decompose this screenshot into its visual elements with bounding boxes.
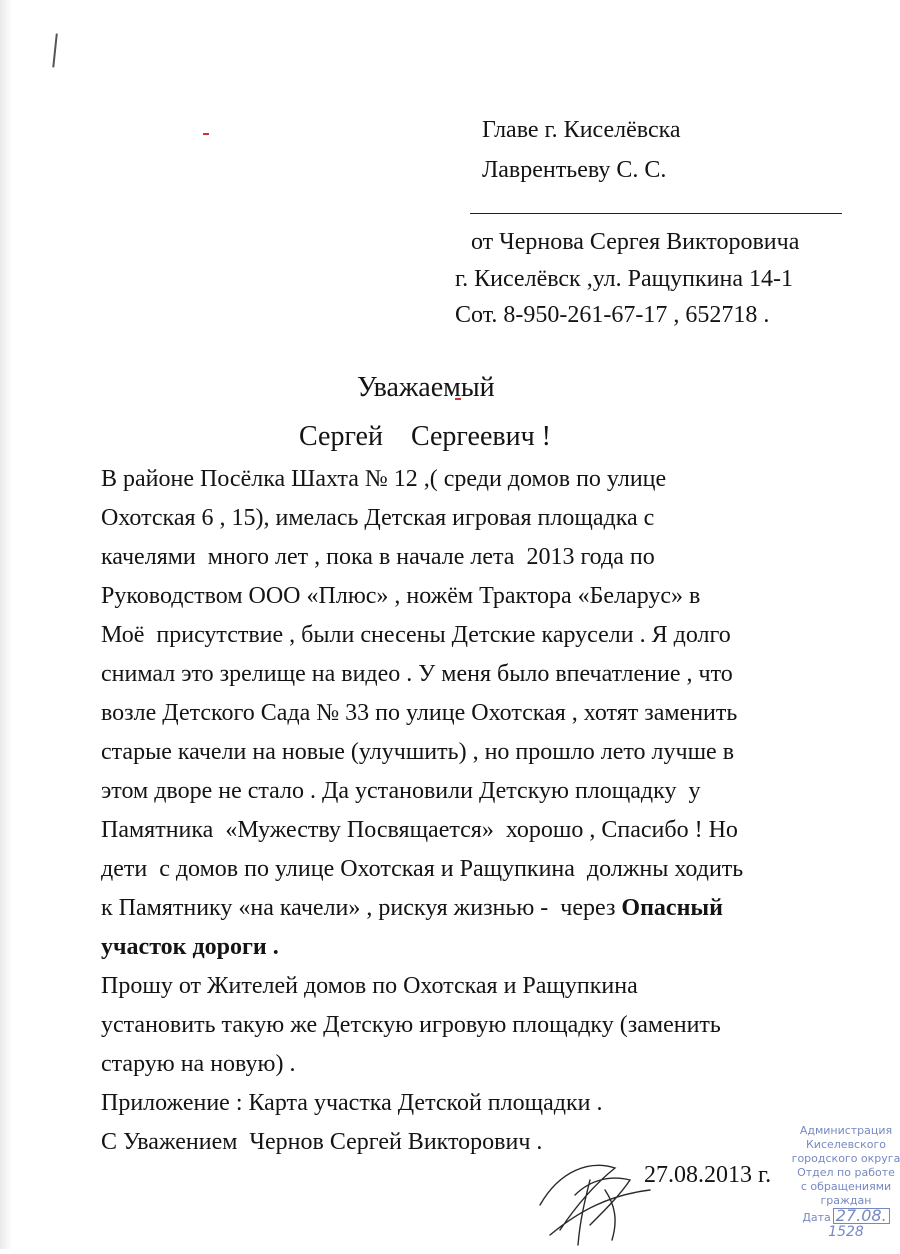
stamp-date-value: 27.08.	[833, 1208, 890, 1224]
attachment-line: Приложение : Карта участка Детской площадки .	[101, 1090, 603, 1116]
body-line: Памятника «Мужеству Посвящается» хорошо , Спасибо ! Но	[101, 817, 738, 843]
body-line	[101, 928, 743, 967]
body-line: старые качели на новые (улучшить) , но прошло лето лучше в	[101, 739, 735, 765]
body-line: Охотская 6 , 15), имелась Детская игровая площадка с	[101, 505, 655, 531]
scan-artifact	[203, 133, 209, 135]
road-section-emphasis: участок дороги .	[101, 934, 279, 960]
scan-edge-mark	[52, 33, 67, 68]
letter-body	[101, 460, 743, 1123]
request-line: старую на новую) .	[101, 1051, 296, 1077]
stamp-line: городского округа	[791, 1152, 900, 1165]
body-line: снимал это зрелище на видео . У меня было впечатление , что	[101, 661, 733, 687]
stamp-line: с обращениями	[800, 1180, 892, 1193]
body-line: дети с домов по улице Охотская и Ращупкина должны ходить	[101, 856, 744, 882]
sender-phone: Сот. 8-950-261-67-17 , 652718 .	[455, 302, 770, 328]
stamp-number: 1528	[828, 1224, 864, 1240]
handwritten-signature	[520, 1150, 660, 1249]
dangerous-emphasis: Опасный	[621, 895, 723, 921]
header-divider	[470, 213, 842, 214]
salutation-line-1: Уважаемый	[357, 372, 495, 403]
body-line: качелями много лет , пока в начале лета 2013 года по	[101, 544, 655, 570]
body-line	[101, 889, 743, 928]
body-line-text: к Памятнику «на качели» , рискуя жизнью - через	[101, 895, 622, 921]
stamp-line: Администрация	[799, 1124, 893, 1137]
stamp-date-row	[786, 1208, 900, 1225]
request-line: установить такую же Детскую игровую площадку (заменить	[101, 1012, 721, 1038]
sender-address: г. Киселёвск ,ул. Ращупкина 14-1	[455, 266, 793, 292]
body-line: этом дворе не стало . Да установили Детскую площадку у	[101, 778, 701, 804]
stamp-line: граждан	[820, 1194, 872, 1207]
body-line: возле Детского Сада № 33 по улице Охотская , хотят заменить	[101, 700, 738, 726]
body-line: Моё присутствие , были снесены Детские карусели . Я долго	[101, 622, 731, 648]
addressee-line-2: Лаврентьеву С. С.	[482, 157, 667, 183]
stamp-line: Киселевского	[806, 1138, 886, 1151]
request-line: Прошу от Жителей домов по Охотская и Ращупкина	[101, 973, 638, 999]
body-line: Руководством ООО «Плюс» , ножём Трактора «Беларус» в	[101, 583, 701, 609]
body-line: В районе Посёлка Шахта № 12 ,( среди домов по улице	[101, 466, 667, 492]
closing-regards: С Уважением Чернов Сергей Викторович .	[101, 1129, 543, 1155]
salutation-line-2: Сергей Сергеевич !	[299, 421, 551, 452]
closing-date: 27.08.2013 г.	[644, 1162, 772, 1188]
addressee-line-1: Главе г. Киселёвска	[482, 117, 681, 143]
stamp-date-label: Дата	[802, 1211, 831, 1224]
scan-edge-shadow	[0, 0, 12, 1249]
stamp-line: Отдел по работе	[797, 1166, 895, 1179]
sender-name: от Чернова Сергея Викторовича	[471, 229, 800, 255]
registration-stamp	[786, 1124, 900, 1254]
